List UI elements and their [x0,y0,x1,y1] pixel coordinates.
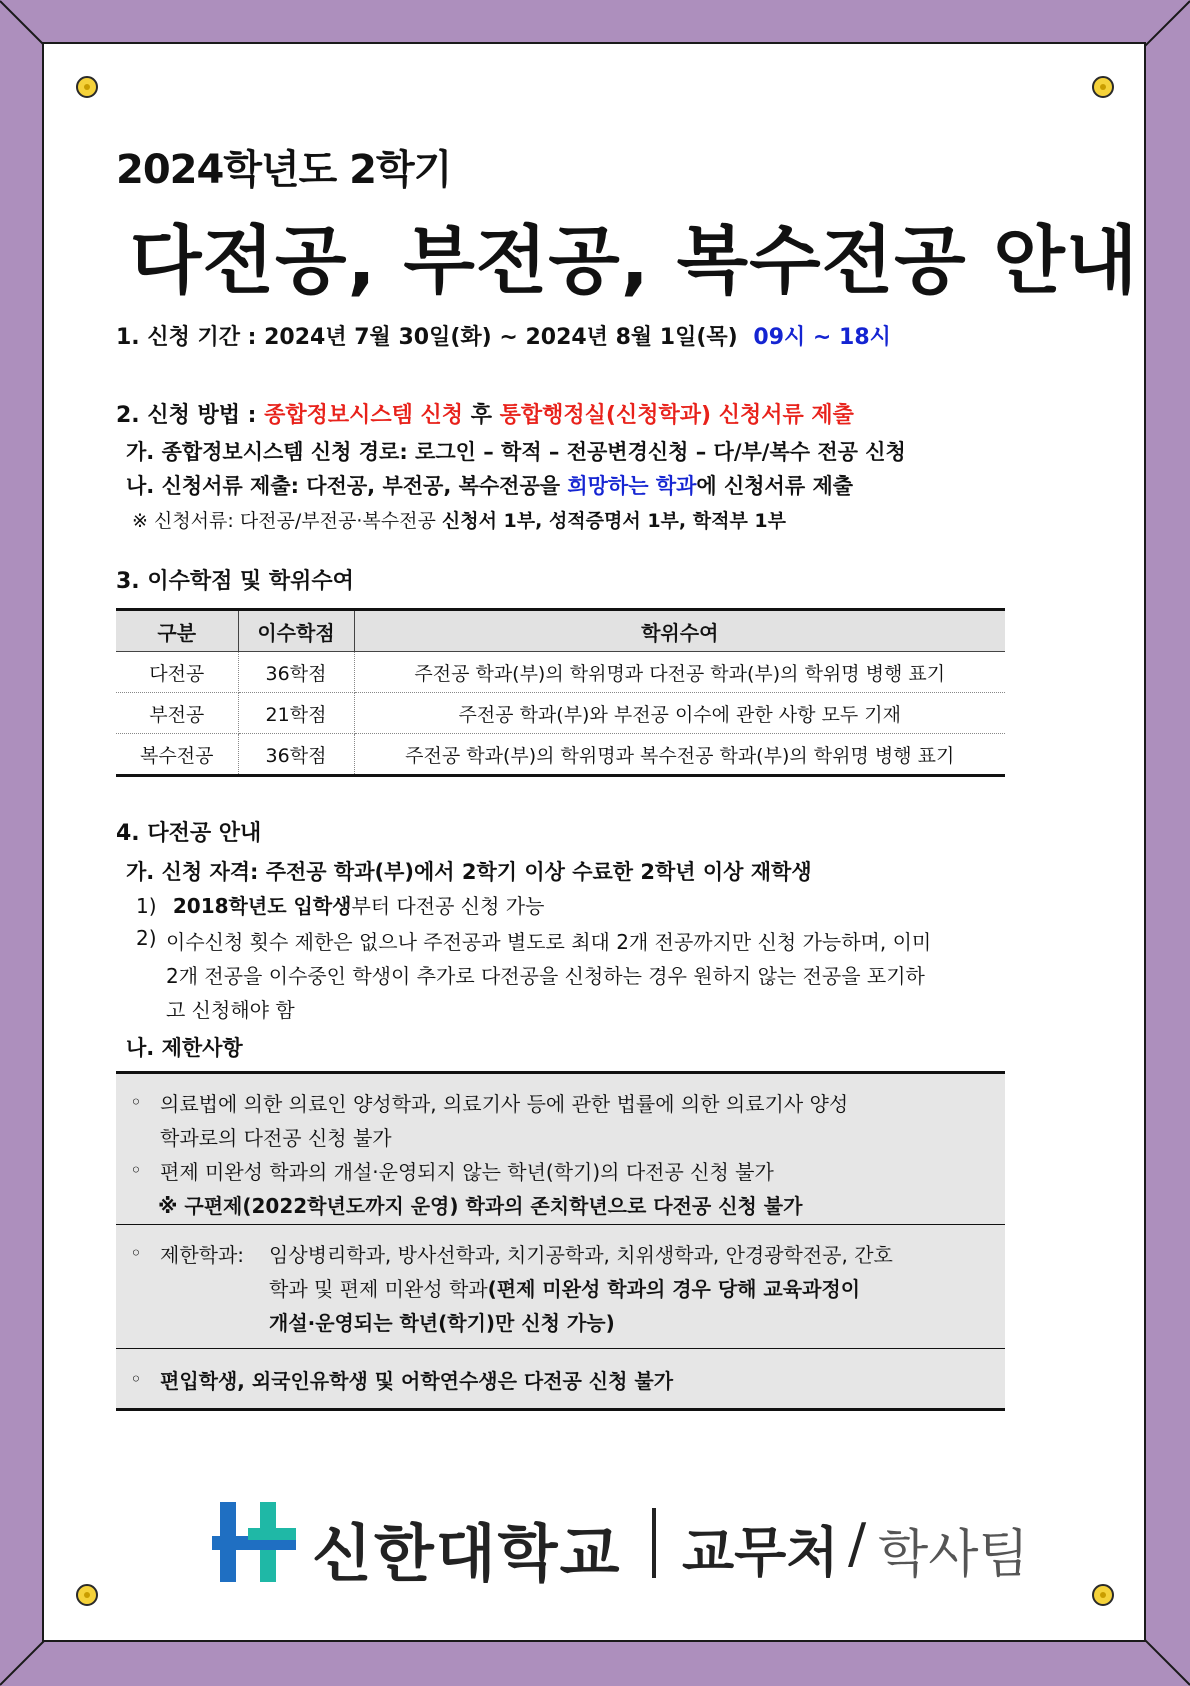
cell-credits: 21학점 [238,693,354,734]
credits-table-header [116,610,1005,652]
office-name: 교무처 [682,1521,839,1584]
guide-item-2-line-2: 2개 전공을 이수중인 학생이 추가로 다전공을 신청하는 경우 원하지 않는 전공을 포기하 [166,964,925,988]
guide-item-1-num: 1) [136,894,157,918]
restriction-2-note: ※ 구편제(2022학년도까지 운영) 학과의 존치학년으로 다전공 신청 불가 [158,1194,803,1218]
period-time: 09시 ~ 18시 [753,325,891,350]
page-title: 다전공, 부전공, 복수전공 안내 [130,218,1139,304]
method-step2: 통합행정실(신청학과) 신청서류 제출 [499,403,854,428]
docs-list: 신청서 1부, 성적증명서 1부, 학적부 1부 [441,510,786,532]
pin-bottom-left-icon [76,1584,98,1606]
method-step1: 종합정보시스템 신청 [264,403,464,428]
cell-degree: 주전공 학과(부)의 학위명과 복수전공 학과(부)의 학위명 병행 표기 [354,734,1005,776]
restriction-4: 편입학생, 외국인유학생 및 어학연수생은 다전공 신청 불가 [160,1369,674,1393]
logo-slash: / [848,1512,867,1575]
restriction-2: 편제 미완성 학과의 개설·운영되지 않는 학년(학기)의 다전공 신청 불가 [160,1160,774,1184]
pin-top-right-icon [1092,76,1114,98]
docs-note [132,506,786,533]
method-connector: 후 [470,403,492,428]
period-label: 1. 신청 기간 : 2024년 7월 30일(화) ~ 2024년 8월 1일(목) [116,325,738,350]
method-item-ga: 가. 종합정보시스템 신청 경로: 로그인 – 학적 – 전공변경신청 – 다/부/복수 전공 신청 [126,440,906,464]
bullet-icon: ◦ [130,1090,142,1114]
restriction-block-3 [116,1349,1005,1411]
guide-qualification: 가. 신청 자격: 주전공 학과(부)에서 2학기 이상 수료한 2학년 이상 재학생 [126,860,812,884]
restriction-3-line-2-normal: 학과 및 편제 미완성 학과 [269,1277,488,1301]
method-item-na-prefix: 나. 신청서류 제출: 다전공, 부전공, 복수전공을 [126,474,561,498]
team-name: 학사팀 [878,1525,1029,1585]
restriction-block-2 [116,1225,1005,1349]
guide-item-1 [136,890,544,919]
table-row [116,693,1005,734]
logo-divider [652,1508,656,1578]
credits-table [116,608,1005,777]
docs-prefix: ※ 신청서류: 다전공/부전공·복수전공 [132,510,436,532]
table-row [116,652,1005,693]
method-line [116,398,854,429]
credits-heading: 3. 이수학점 및 학위수여 [116,569,354,594]
pin-top-left-icon [76,76,98,98]
method-item-na-highlight: 희망하는 학과 [567,474,697,498]
cell-degree: 주전공 학과(부)와 부전공 이수에 관한 사항 모두 기재 [354,693,1005,734]
university-logo-icon [212,1500,296,1584]
guide-heading: 4. 다전공 안내 [116,821,262,846]
method-item-na [126,470,853,500]
restriction-3-label: 제한학과: [160,1243,245,1267]
restriction-3-line-2 [269,1273,860,1302]
bullet-icon: ◦ [130,1158,142,1182]
pin-bottom-right-icon [1092,1584,1114,1606]
restriction-3-line-1: 임상병리학과, 방사선학과, 치기공학과, 치위생학과, 안경광학전공, 간호 [269,1243,893,1267]
university-name: 신한대학교 [312,1517,622,1590]
col-header-credits: 이수학점 [238,610,354,652]
restriction-1-line-2: 학과로의 다전공 신청 불가 [160,1126,392,1150]
period-line [116,320,891,351]
method-label: 2. 신청 방법 : [116,403,257,428]
col-header-degree: 학위수여 [354,610,1005,652]
restriction-3-line-3: 개설·운영되는 학년(학기)만 신청 가능) [269,1311,615,1335]
year-term-title: 2024학년도 2학기 [116,147,452,193]
col-header-type: 구분 [116,610,238,652]
guide-item-2-line-1: 이수신청 횟수 제한은 없으나 주전공과 별도로 최대 2개 전공까지만 신청 가능하며, 이미 [166,930,932,954]
bullet-icon: ◦ [130,1241,142,1265]
table-row [116,734,1005,776]
guide-item-1-rest: 부터 다전공 신청 가능 [351,894,545,918]
guide-item-1-bold: 2018학년도 입학생 [172,894,352,918]
restriction-1-line-1: 의료법에 의한 의료인 양성학과, 의료기사 등에 관한 법률에 의한 의료기사 양성 [160,1092,849,1116]
bullet-icon: ◦ [130,1367,142,1391]
cell-type: 다전공 [116,652,238,693]
cell-type: 부전공 [116,693,238,734]
cell-degree: 주전공 학과(부)의 학위명과 다전공 학과(부)의 학위명 병행 표기 [354,652,1005,693]
guide-item-2-num: 2) [136,926,157,950]
method-item-na-suffix: 에 신청서류 제출 [696,474,854,498]
restriction-block-1 [116,1071,1005,1225]
cell-type: 복수전공 [116,734,238,776]
restrictions-heading: 나. 제한사항 [126,1036,243,1060]
restriction-3-line-2-bold: (편제 미완성 학과의 경우 당해 교육과정이 [487,1277,861,1301]
cell-credits: 36학점 [238,734,354,776]
guide-item-2-line-3: 고 신청해야 함 [166,998,295,1022]
cell-credits: 36학점 [238,652,354,693]
